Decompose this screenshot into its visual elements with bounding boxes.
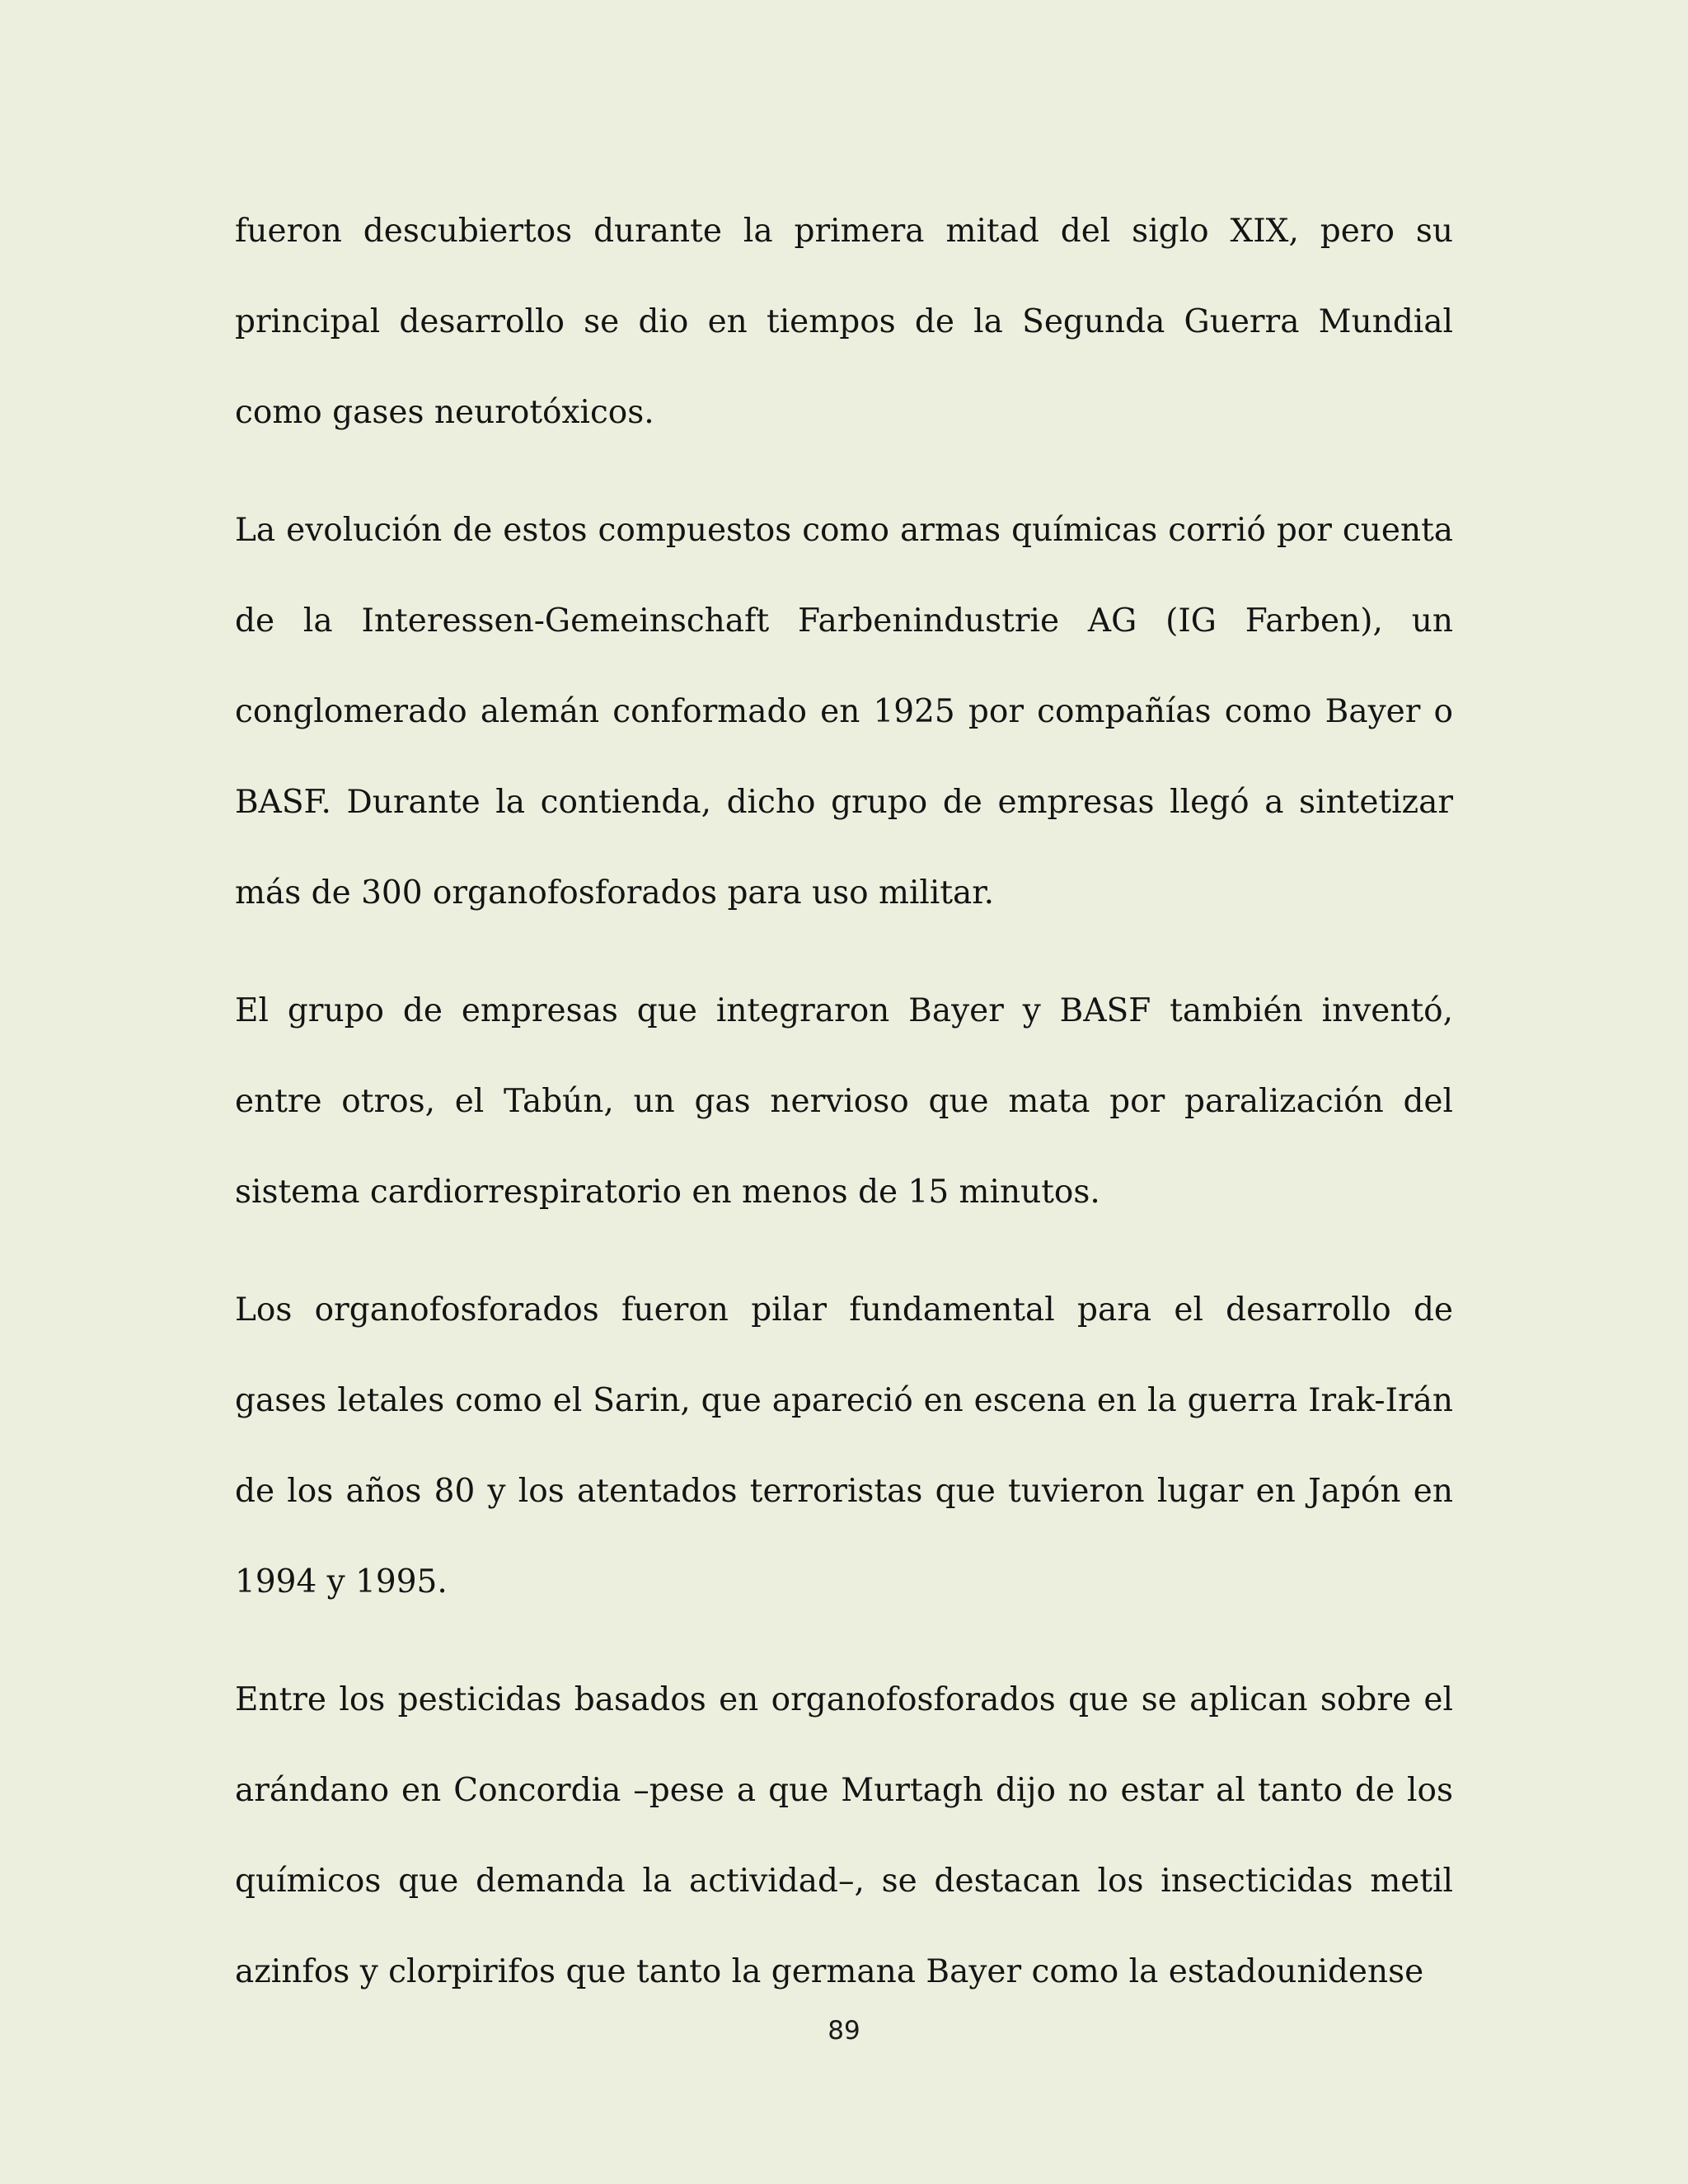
body-text xyxy=(235,186,1453,2018)
paragraph-4: Los organofosforados fueron pilar fundamental para el desarrollo de gases letales como el Sarin, que apareció en escena en la guerra Irak-Irán de los años 80 y los atentados terroristas que tuvieron lugar en Japón en 1994 y 1995. xyxy=(235,1291,1453,1601)
paragraph-5: Entre los pesticidas basados en organofosforados que se aplican sobre el arándano en Concordia –pese a que Murtagh dijo no estar al tanto de los químicos que demanda la actividad–, se destacan los insecticidas metil azinfos y clorpirifos que tanto la germana Bayer como la estadounidense xyxy=(235,1681,1453,1990)
paragraph-2: La evolución de estos compuestos como armas químicas corrió por cuenta de la Interessen-Gemeinschaft Farbenindustrie AG (IG Farben), un conglomerado alemán conformado en 1925 por compañías como Bayer o BASF. Durante la contienda, dicho grupo de empresas llegó a sintetizar más de 300 organofosforados para uso militar. xyxy=(235,512,1453,912)
page-number: 89 xyxy=(828,2016,860,2046)
paragraph-1: fueron descubiertos durante la primera mitad del siglo XIX, pero su principal desarrollo se dio en tiempos de la Segunda Guerra Mundial como gases neurotóxicos. xyxy=(235,213,1453,431)
paragraph-3: El grupo de empresas que integraron Bayer y BASF también inventó, entre otros, el Tabún, un gas nervioso que mata por paralización del sistema cardiorrespiratorio en menos de 15 minutos. xyxy=(235,992,1453,1211)
